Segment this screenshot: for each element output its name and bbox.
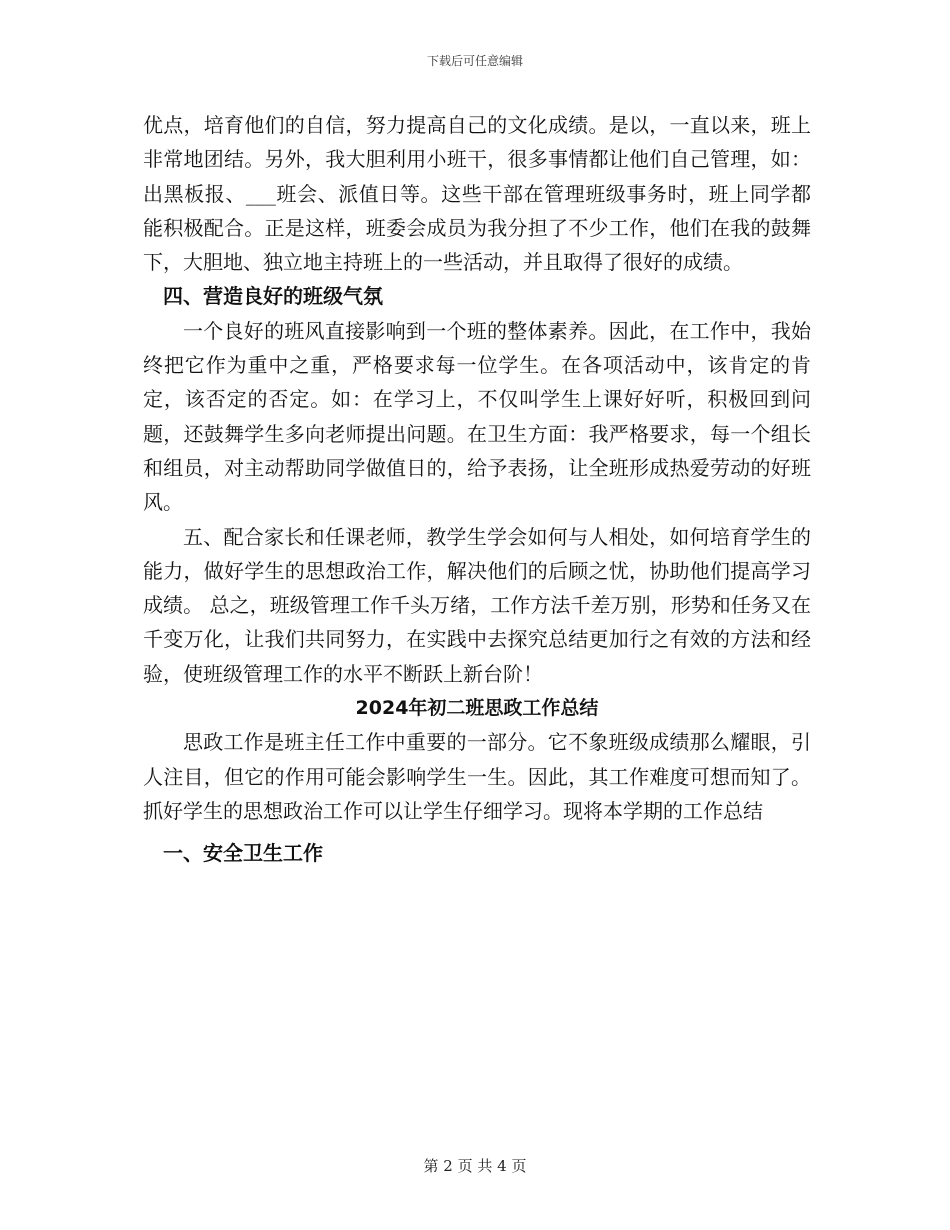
document-body: [143, 108, 811, 871]
page-header: 下载后可任意编辑: [426, 54, 523, 68]
paragraph-class-atmosphere: 一个良好的班风直接影响到一个班的整体素养。因此，在工作中，我始终把它作为重中之重，严格要求每一位学生。在各项活动中，该肯定的肯定，该否定的否定。如：在学习上，不仅叫学生上课好好听，积极回到问题，还鼓舞学生多向老师提出问题。在卫生方面：我严格要求，每一个组长和组员，对主动帮助同学做值日的，给予表扬，让全班形成热爱劳动的好班风。: [143, 318, 811, 515]
paragraph-cooperation-summary: 五、配合家长和任课老师，教学生学会如何与人相处，如何培育学生的能力，做好学生的思想政治工作，解决他们的后顾之忧，协助他们提高学习成绩。 总之，班级管理工作千头万绪，工作方法千差万别，形势和任务又在千变万化，让我们共同努力，在实践中去探究总结更加行之有效的方法和经验，使班级管理工作的水平不断跃上新台阶！: [143, 524, 811, 686]
section-heading-safety-hygiene: 一、安全卫生工作: [163, 841, 323, 866]
section-heading-class-atmosphere: 四、营造良好的班级气氛: [163, 284, 383, 309]
page-number-footer: 第 2 页 共 4 页: [423, 1157, 527, 1175]
paragraph-ideology-intro: 思政工作是班主任工作中重要的一部分。它不象班级成绩那么耀眼，引人注目，但它的作用可能会影响学生一生。因此，其工作难度可想而知了。抓好学生的思想政治工作可以让学生仔细学习。现将本学期的工作总结: [143, 730, 811, 823]
document-title: 2024年初二班思政工作总结: [355, 697, 599, 720]
paragraph-class-cadres: 优点，培育他们的自信，努力提高自己的文化成绩。是以，一直以来，班上非常地团结。另外，我大胆利用小班干，很多事情都让他们自己管理，如：出黑板报、___班会、派值日等。这些干部在管理班级事务时，班上同学都能积极配合。正是这样，班委会成员为我分担了不少工作，他们在我的鼓舞下，大胆地、独立地主持班上的一些活动，并且取得了很好的成绩。: [143, 113, 811, 275]
